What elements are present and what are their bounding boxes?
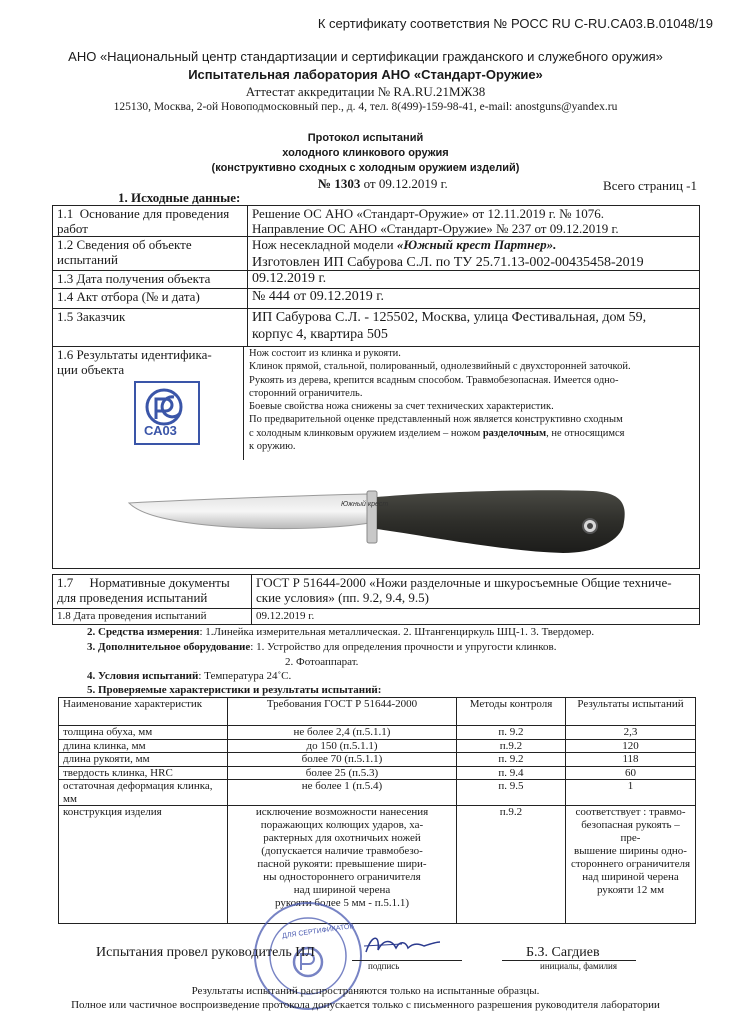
req-line: (допускается наличие травмобезо-	[261, 845, 423, 857]
section-3-label: 3. Дополнительное оборудование	[87, 641, 251, 653]
protocol-subtitle-2: (конструктивно сходных с холодным оружием изделий)	[211, 162, 520, 174]
cell-result	[566, 806, 696, 924]
tester-label: Испытания провел руководитель ИЛ	[96, 945, 315, 960]
section-4-label: 4. Условия испытаний	[87, 670, 199, 682]
cell-requirement: более 70 (п.5.1.1)	[228, 753, 457, 767]
accreditation: Аттестат аккредитации № RA.RU.21МЖ38	[245, 84, 486, 99]
cell-characteristic: твердость клинка, HRC	[59, 766, 228, 780]
section-3-value: : 1. Устройство для определения прочности и упругости клинков.	[250, 641, 557, 653]
header-results: Результаты испытаний	[566, 698, 696, 726]
results-table	[58, 697, 696, 924]
row-value: Решение ОС АНО «Стандарт-Оружие» от 12.11.2019 г. № 1076.	[252, 206, 605, 221]
row-label-text-2: ции объекта	[57, 362, 125, 377]
cell-characteristic: конструкция изделия	[59, 806, 228, 924]
protocol-number-line	[318, 176, 448, 192]
req-line: ны одностороннего ограничителя	[263, 871, 421, 883]
knife-model-name: «Южный крест Партнер».	[396, 237, 557, 252]
row-value: 09.12.2019 г.	[252, 609, 700, 625]
result-line: соответствует : травмо-	[575, 806, 686, 818]
row-1-1	[53, 206, 700, 237]
cell-characteristic: длина клинка, мм	[59, 739, 228, 753]
row-num: 1.2	[57, 237, 74, 252]
cell-requirement: не более 1 (п.5.4)	[228, 780, 457, 806]
section-4	[87, 670, 291, 682]
row-1-2	[53, 237, 700, 271]
row-value: 09.12.2019 г.	[248, 271, 700, 289]
table-row	[59, 780, 696, 806]
column-divider	[243, 347, 244, 460]
id-line: Рукоять из дерева, крепится всадным способом. Травмобезопасная. Имеется одно-	[249, 374, 619, 386]
table-row	[59, 726, 696, 740]
row-label: Дата проведения испытаний	[73, 610, 207, 622]
signature-caption: подпись	[368, 961, 400, 971]
id-line-text: с холодным клинковым оружием изделием – ножом	[249, 427, 483, 439]
row-num: 1.4	[57, 289, 74, 304]
protocol-subtitle: холодного клинкового оружия	[282, 147, 449, 159]
row-value-2: корпус 4, квартира 505	[252, 327, 388, 342]
table-row	[59, 739, 696, 753]
row-value-2: Направление ОС АНО «Стандарт-Оружие» № 237 от 09.12.2019 г.	[252, 221, 619, 236]
row-1-6	[53, 347, 700, 569]
row-value: ИП Сабурова С.Л. - 125502, Москва, улица Фестивальная, дом 59,	[252, 310, 647, 325]
result-line: рукояти 12 мм	[596, 884, 665, 896]
section-5-heading: 5. Проверяемые характеристики и результаты испытаний:	[87, 684, 382, 696]
signer-name: Б.З. Сагдиев	[526, 945, 600, 960]
signature-scribble	[362, 930, 442, 960]
req-line: рактерных для охотничьих ножей	[263, 832, 421, 844]
cell-method: п. 9.2	[457, 753, 566, 767]
result-line: вышение ширины одно-	[574, 845, 687, 857]
table-row	[59, 766, 696, 780]
section-2	[87, 626, 594, 638]
rst-certification-logo	[134, 381, 200, 445]
cell-method: п. 9.2	[457, 726, 566, 740]
cell-characteristic: толщина обуха, мм	[59, 726, 228, 740]
section-1-heading: 1. Исходные данные:	[118, 190, 241, 205]
cell-characteristic: остаточная деформация клинка, мм	[59, 780, 228, 806]
organization-name: АНО «Национальный центр стандартизации и сертификации гражданского и служебного оружия»	[68, 49, 663, 64]
id-line-tail: , не относящимся	[546, 427, 625, 439]
row-label-text: Результаты идентифика-	[76, 347, 212, 362]
row-num: 1.7	[57, 575, 74, 590]
row-label: Заказчик	[76, 309, 126, 324]
row-1-4	[53, 289, 700, 309]
id-line: Клинок прямой, стальной, полированный, однолезвийный с двухсторонней заточкой.	[249, 361, 631, 373]
result-line: над шириной черена	[582, 871, 679, 883]
cell-requirement: не более 2,4 (п.5.1.1)	[228, 726, 457, 740]
row-label: Основание для проведения работ	[57, 206, 230, 236]
certificate-reference: К сертификату соответствия № РОСС RU C-RU.CA03.B.01048/19	[317, 16, 713, 31]
laboratory-name: Испытательная лаборатория АНО «Стандарт-Оружие»	[188, 67, 543, 82]
cell-method: п.9.2	[457, 806, 566, 924]
req-line: над шириной черена	[293, 884, 391, 896]
stamp-text: ДЛЯ СЕРТИФИКАТОВ	[281, 922, 355, 941]
id-line: Боевые свойства ножа снижены за счет технических характеристик.	[249, 401, 554, 413]
req-line: пасной рукояти: превышение шири-	[257, 858, 427, 870]
row-num: 1.1	[57, 206, 74, 221]
row-label: Дата получения объекта	[76, 271, 211, 286]
cell-method: п.9.2	[457, 739, 566, 753]
row-1-3	[53, 271, 700, 289]
cell-result: 60	[566, 766, 696, 780]
lab-address: 125130, Москва, 2-ой Новоподмосковный пер., д. 4, тел. 8(499)-159-98-41, e-mail: anostguns@yandex.ru	[113, 101, 618, 113]
knife-maker-mark: Южный крест	[341, 501, 389, 508]
cell-requirement: более 25 (п.5.3)	[228, 766, 457, 780]
row-value-2: Изготовлен ИП Сабурова С.Л. по ТУ 25.71.13-002-00435458-2019	[252, 255, 644, 270]
row-1-7	[53, 575, 700, 609]
row-label: Акт отбора (№ и дата)	[76, 289, 200, 304]
cell-result: 2,3	[566, 726, 696, 740]
results-header-row	[59, 698, 696, 726]
row-value-2: ские условия» (пп. 9.2, 9.4, 9.5)	[256, 590, 429, 605]
id-line: сторонний ограничитель.	[249, 387, 363, 399]
footer-line-2: Полное или частичное воспроизведение протокола допускается только с письменного разрешения руководителя лаборатории	[71, 999, 660, 1011]
section-3	[87, 641, 556, 653]
cell-method: п. 9.5	[457, 780, 566, 806]
section-4-value: : Температура 24˚С.	[198, 670, 292, 682]
result-line: безопасная рукоять – пре-	[581, 819, 680, 844]
section-3-value-2: 2. Фотоаппарат.	[285, 656, 359, 668]
cell-result: 118	[566, 753, 696, 767]
section-1-table	[52, 205, 700, 569]
name-caption: инициалы, фамилия	[540, 961, 617, 971]
row-num: 1.5	[57, 309, 74, 324]
id-line: Нож состоит из клинка и рукояти.	[249, 348, 401, 359]
section-2-value: : 1.Линейка измерительная металлическая. 2. Штангенциркуль ШЦ-1. 3. Твердомер.	[199, 626, 595, 638]
cell-result: 1	[566, 780, 696, 806]
header-methods: Методы контроля	[457, 698, 566, 726]
id-line: к оружию.	[249, 441, 296, 453]
table-row-construction	[59, 806, 696, 924]
protocol-number: № 1303	[318, 176, 361, 191]
row-label: Нормативные документы	[89, 575, 230, 590]
cell-method: п. 9.4	[457, 766, 566, 780]
req-line: поражающих колющих ударов, ха-	[260, 819, 424, 831]
row-1-8	[53, 609, 700, 625]
req-line: исключение возможности нанесения	[255, 806, 429, 818]
cell-requirement: до 150 (п.5.1.1)	[228, 739, 457, 753]
row-value: ГОСТ Р 51644-2000 «Ножи разделочные и шкуросъемные Общие техниче-	[256, 575, 672, 590]
section-1-7-table	[52, 574, 700, 625]
row-1-5	[53, 309, 700, 347]
footer-line-1: Результаты испытаний распространяются только на испытанные образцы.	[191, 985, 540, 997]
result-line: стороннего ограничителя	[570, 858, 690, 870]
row-value: Нож несекладной модели	[252, 237, 397, 252]
knife-photo	[123, 479, 693, 569]
row-label	[57, 347, 212, 377]
table-row	[59, 753, 696, 767]
row-num: 1.8	[57, 610, 71, 622]
header-characteristic: Наименование характеристик	[59, 698, 228, 726]
row-value: № 444 от 09.12.2019 г.	[248, 289, 700, 309]
cell-result: 120	[566, 739, 696, 753]
cell-characteristic: длина рукояти, мм	[59, 753, 228, 767]
header-requirements: Требования ГОСТ Р 51644-2000	[228, 698, 457, 726]
row-num: 1.6	[57, 347, 74, 362]
total-pages: Всего страниц -1	[603, 178, 697, 193]
section-2-label: 2. Средства измерения	[87, 626, 200, 638]
row-label: Сведения об объекте испытаний	[57, 237, 192, 267]
id-line	[249, 427, 631, 440]
identification-text	[249, 347, 631, 453]
protocol-title: Протокол испытаний	[307, 132, 424, 144]
row-label-2: для проведения испытаний	[57, 590, 208, 605]
logo-code: СА03	[144, 423, 177, 438]
req-line: рукояти более 5 мм - п.5.1.1)	[274, 897, 410, 909]
knife-type: разделочным	[482, 427, 547, 439]
row-num: 1.3	[57, 271, 74, 286]
id-line: По предварительной оценке представленный нож является конструктивно сходным	[249, 414, 623, 426]
protocol-date: от 09.12.2019 г.	[363, 176, 448, 191]
